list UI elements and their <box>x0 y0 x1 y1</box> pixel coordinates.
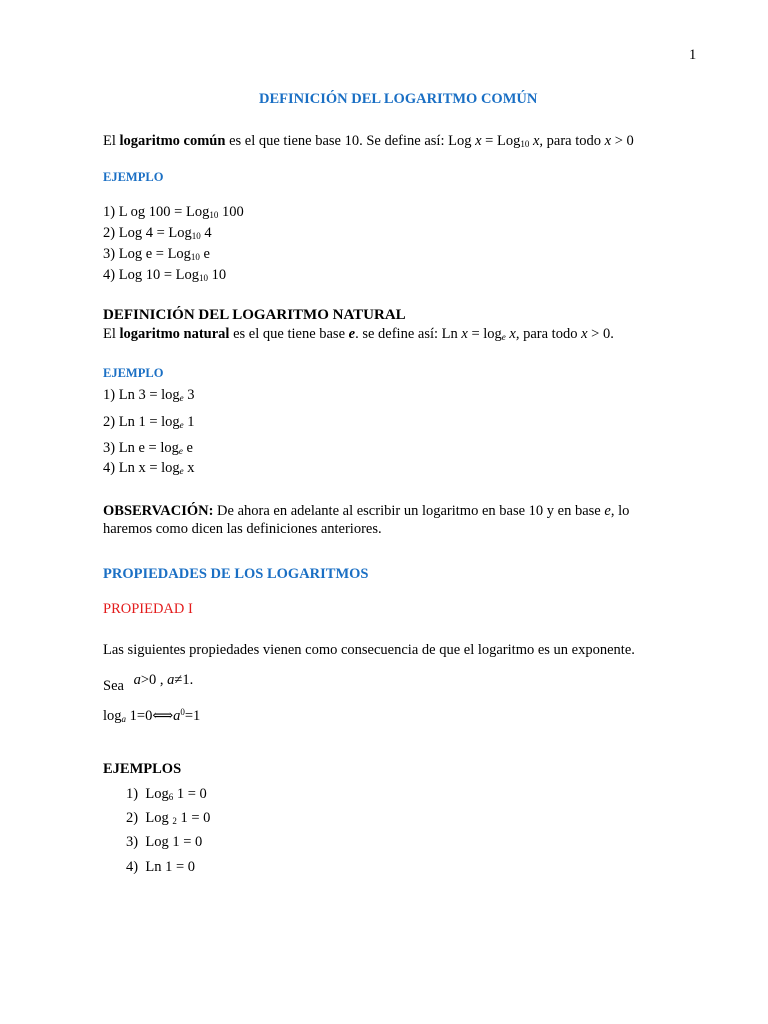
example-number: 1) <box>126 786 139 802</box>
example-rhs: 3 <box>183 387 195 403</box>
example-sub: e <box>179 466 184 476</box>
example-number: 4) <box>103 267 116 283</box>
ejemplo-label-1: EJEMPLO <box>103 170 164 184</box>
natural-log-definition <box>103 326 614 343</box>
natural-example-3 <box>103 440 193 457</box>
property-formula <box>103 708 200 725</box>
text: De ahora en adelante al escribir un logaritmo en base 10 y en base <box>213 503 605 519</box>
common-example-2 <box>103 225 212 242</box>
example-sub: 10 <box>191 231 201 241</box>
example-lhs: Log 4 = Log <box>118 225 192 241</box>
condition-line <box>103 672 194 695</box>
example-lhs: L og 100 = Log <box>118 204 210 220</box>
page-number: 1 <box>689 47 697 63</box>
natural-example-2 <box>103 414 195 431</box>
var: x, <box>505 326 520 342</box>
example-rhs: e <box>199 246 210 262</box>
example-number: 2) <box>103 414 116 430</box>
observacion-label: OBSERVACIÓN: <box>103 503 214 519</box>
example-sub: e <box>179 393 184 403</box>
example-lhs: Log <box>145 810 173 826</box>
section-title-properties: PROPIEDADES DE LOS LOGARITMOS <box>103 566 369 582</box>
text: para todo <box>543 133 605 149</box>
example-lhs: Ln e = log <box>115 440 179 456</box>
ejemplo-label-2: EJEMPLO <box>103 366 164 380</box>
example-lhs: Ln 1 = log <box>115 414 180 430</box>
var: x <box>581 326 588 342</box>
example-number: 3) <box>103 246 116 262</box>
example-sub: 10 <box>199 273 208 283</box>
example-rhs: 1 = 0 <box>173 786 207 802</box>
property-example-1 <box>126 786 207 803</box>
text: para todo <box>519 326 582 342</box>
text: es el que tiene base 10. Se define así: Log <box>225 133 476 149</box>
base-subscript: 10 <box>520 139 530 149</box>
var-e: e <box>348 326 356 342</box>
example-rhs: x <box>183 460 195 476</box>
base-subscript: a <box>121 714 127 724</box>
example-lhs: Log <box>145 786 169 802</box>
example-number: 4) <box>103 460 116 476</box>
text: 1=0⟺ <box>126 708 174 724</box>
example-sub: e <box>179 420 184 430</box>
common-example-3 <box>103 246 210 263</box>
sea-label: Sea <box>103 678 124 694</box>
example-number: 1) <box>103 204 116 220</box>
example-number: 4) <box>126 859 139 875</box>
property-text: Las siguientes propiedades vienen como consecuencia de que el logaritmo es un exponente. <box>103 642 635 658</box>
text: >0 , <box>140 672 168 688</box>
var: x <box>604 133 612 149</box>
observacion-line-1 <box>103 503 629 520</box>
natural-example-4 <box>103 460 195 477</box>
var: x <box>475 133 482 149</box>
example-sub: 10 <box>190 252 200 262</box>
var-a: a <box>167 672 175 688</box>
example-lhs: Ln 3 = log <box>115 387 180 403</box>
example-rhs: 100 <box>218 204 244 220</box>
var-e: e <box>604 503 611 519</box>
term-bold: logaritmo natural <box>119 326 230 342</box>
example-rhs: e <box>182 440 193 456</box>
example-rhs: 1 <box>183 414 195 430</box>
ejemplos-label: EJEMPLOS <box>103 761 182 777</box>
text: = log <box>467 326 502 342</box>
text: El <box>103 133 120 149</box>
text: es el que tiene base <box>229 326 349 342</box>
example-lhs: Log 1 = 0 <box>145 834 203 850</box>
example-lhs: Ln x = log <box>115 460 180 476</box>
example-lhs: Log e = Log <box>118 246 191 262</box>
example-number: 2) <box>103 225 116 241</box>
example-number: 1) <box>103 387 116 403</box>
example-rhs: 10 <box>208 267 227 283</box>
example-number: 3) <box>103 440 116 456</box>
common-log-definition <box>103 133 634 150</box>
text: , lo <box>610 503 630 519</box>
property-example-4 <box>126 859 195 876</box>
example-rhs: 4 <box>200 225 212 241</box>
text: ≠1. <box>174 672 194 688</box>
example-rhs: 1 = 0 <box>176 810 211 826</box>
example-lhs: Ln 1 = 0 <box>145 859 196 875</box>
text: > 0. <box>587 326 614 342</box>
text: El <box>103 326 120 342</box>
text: =1 <box>184 708 201 724</box>
example-sub: 2 <box>172 816 177 826</box>
text: . se define así: Ln <box>355 326 462 342</box>
property-example-3 <box>126 834 202 851</box>
example-number: 2) <box>126 810 139 826</box>
var: x, <box>529 133 544 149</box>
text: > 0 <box>611 133 634 149</box>
var: x <box>461 326 468 342</box>
var-a: a <box>133 672 141 688</box>
natural-example-1 <box>103 387 195 404</box>
text: log <box>103 708 122 724</box>
observacion-line-2: haremos como dicen las definiciones anteriores. <box>103 521 382 537</box>
section-title-common-log: DEFINICIÓN DEL LOGARITMO COMÚN <box>259 91 538 107</box>
example-number: 3) <box>126 834 139 850</box>
example-lhs: Log 10 = Log <box>118 267 199 283</box>
var-a: a <box>173 708 181 724</box>
common-example-1 <box>103 204 244 221</box>
base-subscript: e <box>501 332 506 342</box>
example-sub: e <box>178 446 183 456</box>
text: = Log <box>481 133 521 149</box>
example-sub: 6 <box>168 792 174 802</box>
property-example-2 <box>126 810 210 827</box>
section-title-natural-log: DEFINICIÓN DEL LOGARITMO NATURAL <box>103 307 406 323</box>
common-example-4 <box>103 267 226 284</box>
exponent: 0 <box>180 707 185 717</box>
property-1-heading: PROPIEDAD I <box>103 601 193 617</box>
condition-formula <box>134 672 194 688</box>
example-sub: 10 <box>209 210 219 220</box>
term-bold: logaritmo común <box>119 133 226 149</box>
